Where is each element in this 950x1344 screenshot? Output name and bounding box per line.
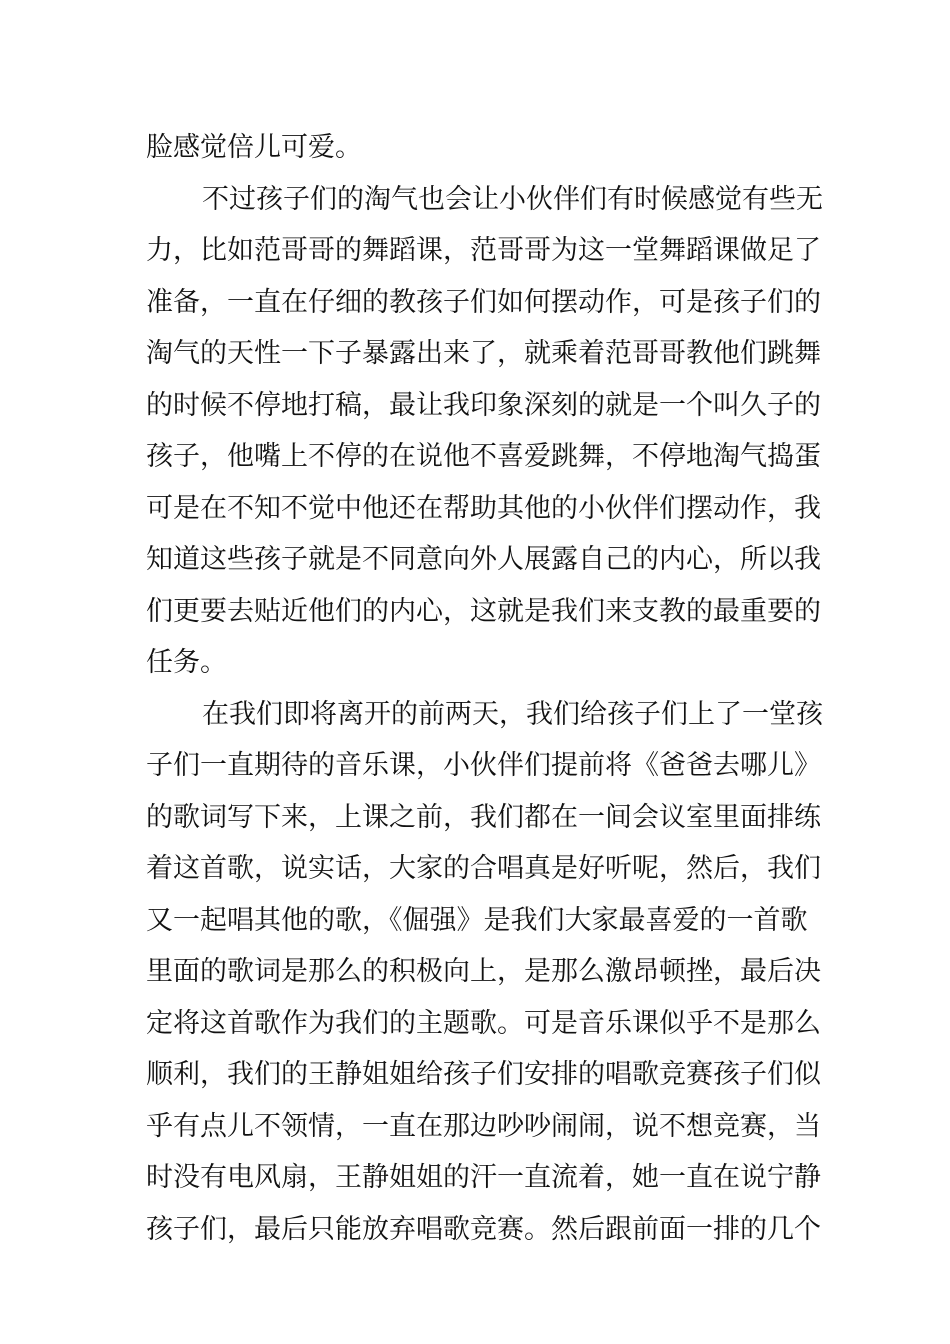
text-line: 准备，一直在仔细的教孩子们如何摆动作，可是孩子们的 bbox=[146, 286, 821, 318]
text-line: 可是在不知不觉中他还在帮助其他的小伙伴们摆动作，我 bbox=[146, 492, 821, 524]
text-line: 脸感觉倍儿可爱。 bbox=[146, 132, 362, 163]
text-line: 的时候不停地打稿，最让我印象深刻的就是一个叫久子的 bbox=[146, 389, 821, 421]
text-line: 们更要去贴近他们的内心，这就是我们来支教的最重要的 bbox=[146, 595, 821, 627]
text-line: 着这首歌，说实话，大家的合唱真是好听呢，然后，我们 bbox=[146, 853, 821, 884]
text-line: 顺利，我们的王静姐姐给孩子们安排的唱歌竞赛孩子们似 bbox=[146, 1059, 821, 1090]
paragraph-first-line: 不过孩子们的淘气也会让小伙伴们有时候感觉有些无 bbox=[202, 183, 823, 215]
text-line: 又一起唱其他的歌，《倔强》是我们大家最喜爱的一首歌 bbox=[146, 904, 808, 936]
text-line: 淘气的天性一下子暴露出来了，就乘着范哥哥教他们跳舞 bbox=[146, 338, 821, 369]
text-line: 孩子们，最后只能放弃唱歌竞赛。然后跟前面一排的几个 bbox=[146, 1213, 821, 1245]
text-line: 力，比如范哥哥的舞蹈课，范哥哥为这一堂舞蹈课做足了 bbox=[146, 235, 821, 266]
text-line: 任务。 bbox=[146, 647, 227, 678]
paragraph-first-line: 在我们即将离开的前两天，我们给孩子们上了一堂孩 bbox=[202, 698, 823, 730]
text-line: 孩子，他嘴上不停的在说他不喜爱跳舞，不停地淘气捣蛋 bbox=[146, 441, 821, 472]
text-line: 子们一直期待的音乐课，小伙伴们提前将《爸爸去哪儿》 bbox=[146, 750, 821, 781]
text-line: 时没有电风扇，王静姐姐的汗一直流着，她一直在说宁静 bbox=[146, 1162, 821, 1193]
text-line: 里面的歌词是那么的积极向上，是那么激昂顿挫，最后决 bbox=[146, 956, 821, 987]
text-line: 知道这些孩子就是不同意向外人展露自己的内心，所以我 bbox=[146, 544, 821, 575]
text-line: 的歌词写下来，上课之前，我们都在一间会议室里面排练 bbox=[146, 801, 821, 833]
body-text bbox=[146, 122, 823, 1255]
text-line: 乎有点儿不领情，一直在那边吵吵闹闹，说不想竞赛，当 bbox=[146, 1110, 821, 1142]
text-line: 定将这首歌作为我们的主题歌。可是音乐课似乎不是那么 bbox=[146, 1007, 821, 1039]
